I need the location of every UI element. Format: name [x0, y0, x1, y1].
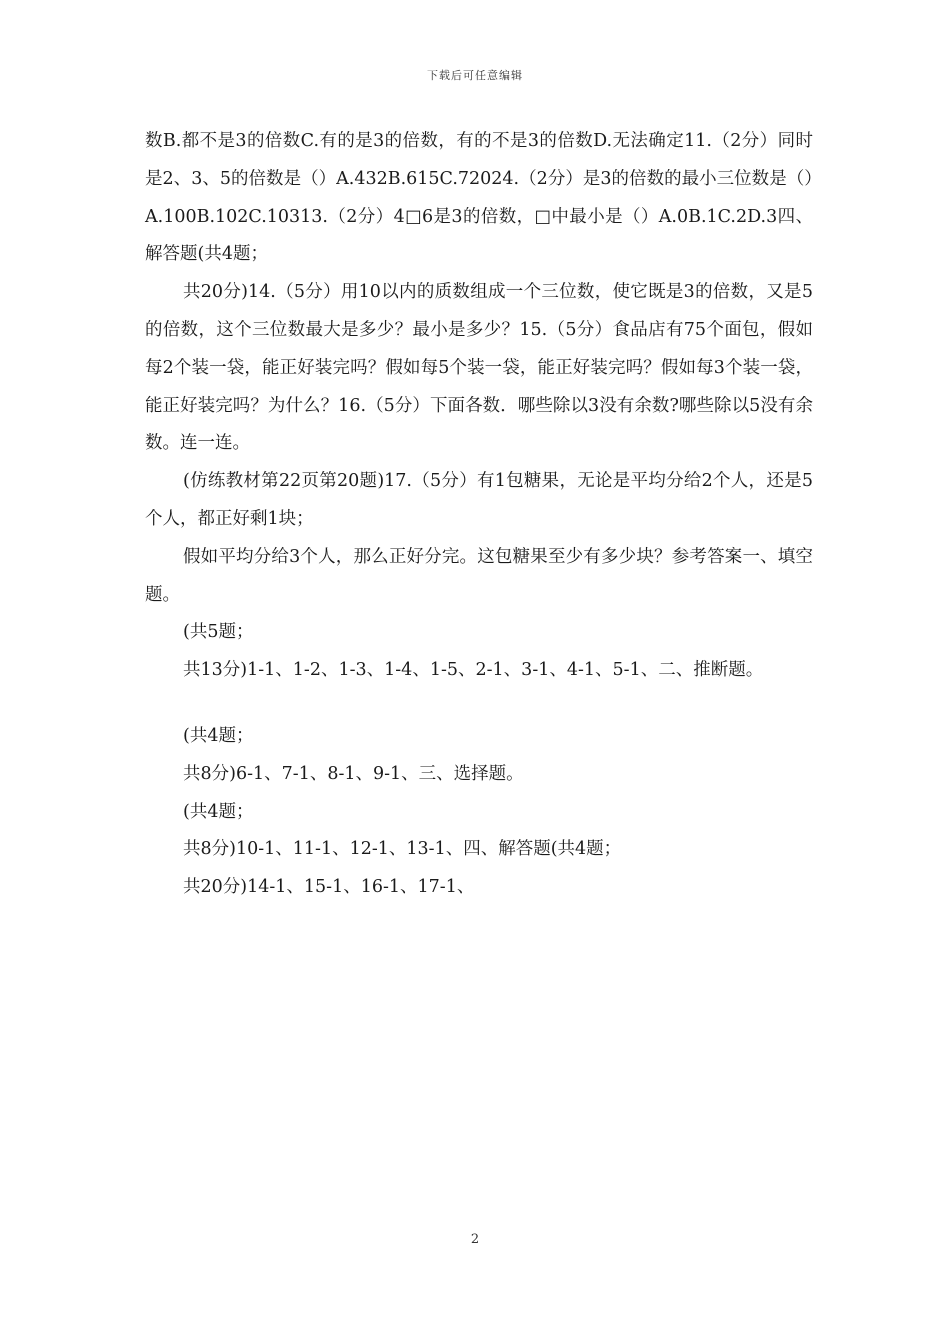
paragraph-judge-count: (共4题；	[183, 725, 254, 746]
page-header: 下载后可任意编辑	[427, 69, 523, 82]
paragraph-choice-answers: 共8分)10-1、11-1、12-1、13-1、四、解答题(共4题；	[183, 839, 622, 860]
paragraph-choice-questions: 数B.都不是3的倍数C.有的是3的倍数，有的不是3的倍数D.无法确定11.（2分）同时是2、3、5的倍数是（）A.432B.615C.72024.（2分）是3的倍数的最小三位数是（）A.100B.102C.10313.（2分）4□6是3的倍数，□中最小是（）A.0B.1C.2D.3四、解答题(共4题；	[145, 131, 813, 265]
paragraph-answer-key-title: 假如平均分给3个人，那么正好分完。这包糖果至少有多少块？参考答案一、填空题。	[145, 546, 813, 605]
page-number: 2	[470, 1232, 480, 1247]
paragraph-judge-answers: 共8分)6-1、7-1、8-1、9-1、三、选择题。	[183, 763, 524, 784]
paragraph-question-17: (仿练教材第22页第20题)17.（5分）有1包糖果，无论是平均分给2个人，还是5个人，都正好剩1块；	[145, 471, 813, 529]
paragraph-fill-blank-answers: 共13分)1-1、1-2、1-3、1-4、1-5、2-1、3-1、4-1、5-1、二、推断题。	[183, 660, 764, 681]
paragraph-fill-blank-count: (共5题；	[183, 622, 254, 643]
blank-gap	[145, 690, 813, 718]
paragraph-solve-answers: 共20分)14-1、15-1、16-1、17-1、	[183, 877, 475, 898]
document-body	[145, 123, 813, 907]
paragraph-question-14-16: 共20分)14.（5分）用10以内的质数组成一个三位数，使它既是3的倍数，又是5的倍数，这个三位数最大是多少？最小是多少？15.（5分）食品店有75个面包，假如每2个装一袋，能正好装完吗？假如每5个装一袋，能正好装完吗？假如每3个装一袋，能正好装完吗？为什么？16.（5分）下面各数．哪些除以3没有余数?哪些除以5没有余数。连一连。	[145, 282, 813, 454]
paragraph-choice-count: (共4题；	[183, 801, 254, 822]
